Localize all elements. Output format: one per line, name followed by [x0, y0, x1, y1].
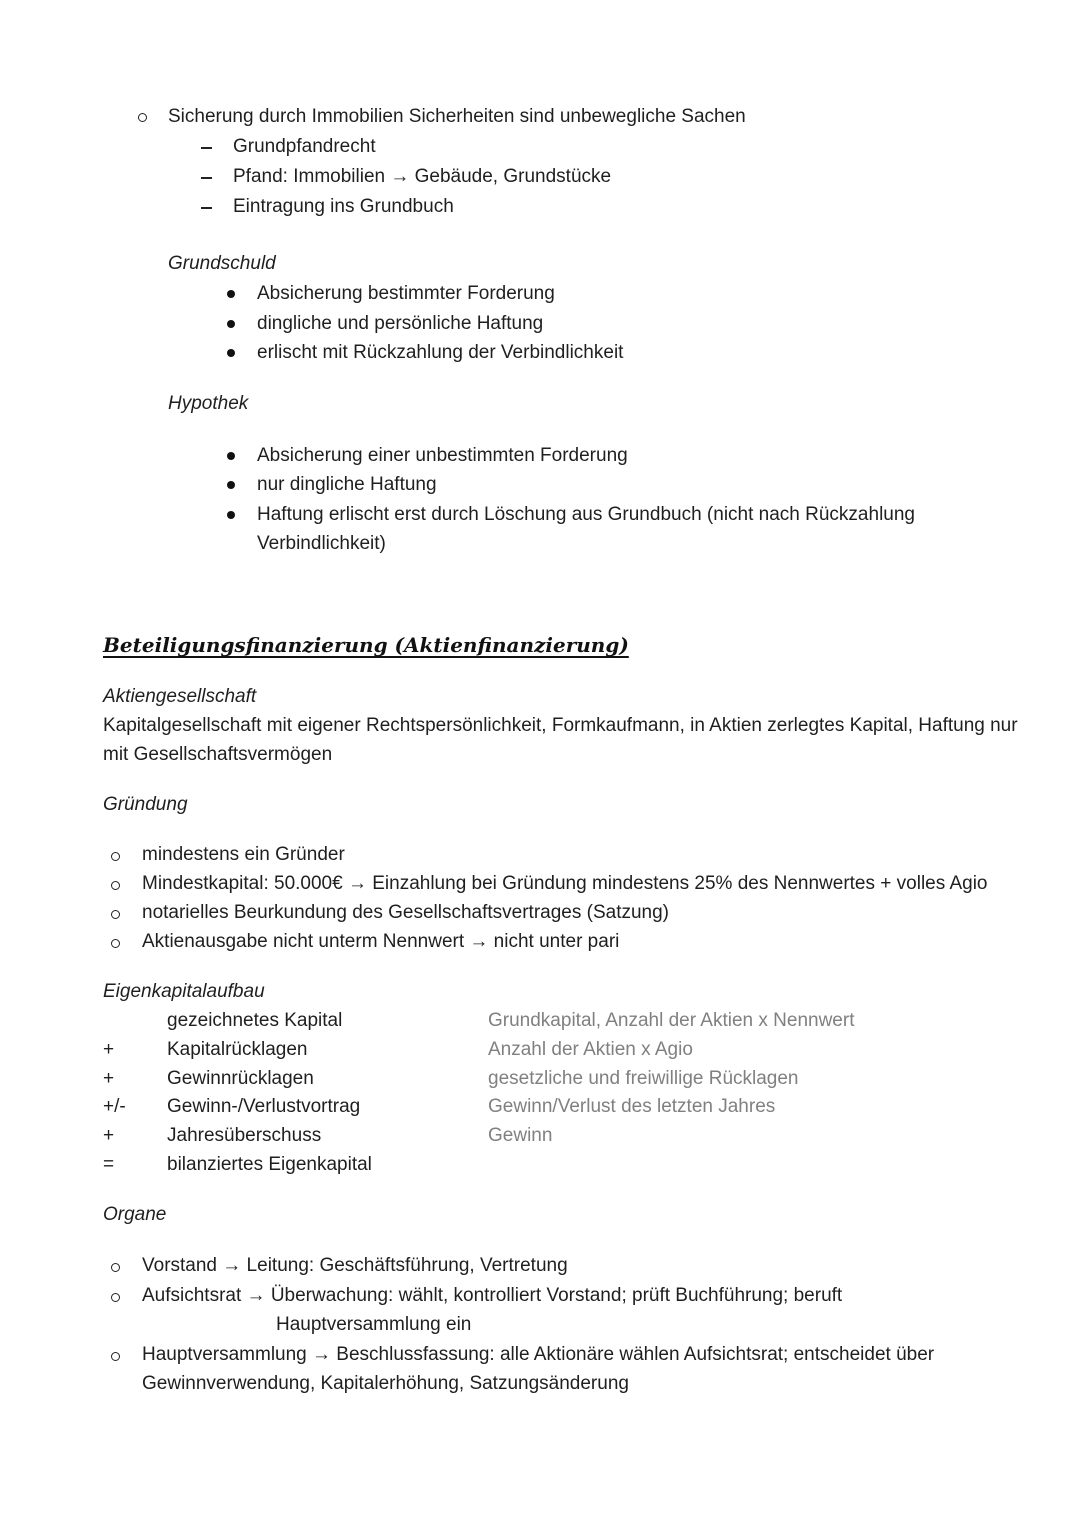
- circle-bullet-icon: [111, 1352, 120, 1361]
- dot-bullet-icon: [227, 452, 235, 460]
- sicherung-item: Grundpfandrecht: [233, 136, 376, 157]
- dot-bullet-icon: [227, 481, 235, 489]
- sicherung-item: Pfand: Immobilien → Gebäude, Grundstücke: [233, 166, 612, 187]
- circle-bullet-icon: [111, 1293, 120, 1302]
- ek-label: bilanziertes Eigenkapital: [167, 1154, 372, 1175]
- organe-item-continuation: Hauptversammlung ein: [276, 1314, 472, 1335]
- ek-op: =: [103, 1154, 115, 1175]
- dot-bullet-icon: [227, 320, 235, 328]
- organe-item: Aufsichtsrat → Überwachung: wählt, kontrolliert Vorstand; prüft Buchführung; beruft: [142, 1285, 843, 1306]
- organe-item: Hauptversammlung → Beschlussfassung: alle Aktionäre wählen Aufsichtsrat; entscheidet über: [142, 1344, 935, 1365]
- dash-bullet-icon: [201, 207, 212, 209]
- ek-op: +: [103, 1039, 115, 1060]
- grundschuld-item: dingliche und persönliche Haftung: [257, 313, 544, 334]
- ek-label: Gewinn-/Verlustvortrag: [167, 1096, 361, 1117]
- dot-bullet-icon: [227, 290, 235, 298]
- circle-bullet-icon: [111, 852, 120, 861]
- ek-op: +: [103, 1068, 115, 1089]
- ag-text-line: mit Gesellschaftsvermögen: [103, 744, 333, 765]
- ek-note: Gewinn/Verlust des letzten Jahres: [488, 1096, 776, 1117]
- circle-bullet-icon: [111, 910, 120, 919]
- ek-note: Gewinn: [488, 1125, 553, 1146]
- ek-note: Grundkapital, Anzahl der Aktien x Nennwert: [488, 1010, 855, 1031]
- ag-text-line: Kapitalgesellschaft mit eigener Rechtspersönlichkeit, Formkaufmann, in Aktien zerlegtes Kapital, Haftung nur: [103, 715, 1018, 736]
- organe-item: Vorstand → Leitung: Geschäftsführung, Vertretung: [142, 1255, 568, 1276]
- gruendung-item: mindestens ein Gründer: [142, 844, 345, 865]
- hypothek-item-continuation: Verbindlichkeit): [257, 533, 386, 554]
- circle-bullet-icon: [111, 881, 120, 890]
- dot-bullet-icon: [227, 511, 235, 519]
- circle-bullet-icon: [111, 939, 120, 948]
- grundschuld-item: Absicherung bestimmter Forderung: [257, 283, 555, 304]
- gruendung-item: Aktienausgabe nicht unterm Nennwert → nicht unter pari: [142, 931, 620, 952]
- sicherung-item: Eintragung ins Grundbuch: [233, 196, 454, 217]
- grundschuld-title: Grundschuld: [168, 253, 276, 274]
- ek-label: Kapitalrücklagen: [167, 1039, 308, 1060]
- dash-bullet-icon: [201, 147, 212, 149]
- gruendung-item: notarielles Beurkundung des Gesellschaftsvertrages (Satzung): [142, 902, 670, 923]
- sicherung-intro: Sicherung durch Immobilien Sicherheiten sind unbewegliche Sachen: [168, 106, 746, 127]
- hypothek-item: nur dingliche Haftung: [257, 474, 437, 495]
- hypothek-title: Hypothek: [168, 393, 249, 414]
- circle-bullet-icon: [138, 113, 147, 122]
- organe-title: Organe: [103, 1204, 167, 1225]
- gruendung-title: Gründung: [103, 794, 188, 815]
- dot-bullet-icon: [227, 349, 235, 357]
- dash-bullet-icon: [201, 177, 212, 179]
- ek-label: Jahresüberschuss: [167, 1125, 322, 1146]
- ek-op: +/-: [103, 1096, 126, 1117]
- grundschuld-item: erlischt mit Rückzahlung der Verbindlichkeit: [257, 342, 624, 363]
- eigenkapital-title: Eigenkapitalaufbau: [103, 981, 265, 1002]
- gruendung-item: Mindestkapital: 50.000€ → Einzahlung bei Gründung mindestens 25% des Nennwertes + volles Agio: [142, 873, 988, 894]
- hypothek-item: Absicherung einer unbestimmten Forderung: [257, 445, 628, 466]
- organe-item-continuation: Gewinnverwendung, Kapitalerhöhung, Satzungsänderung: [142, 1373, 629, 1394]
- ek-note: gesetzliche und freiwillige Rücklagen: [488, 1068, 799, 1089]
- ek-op: +: [103, 1125, 115, 1146]
- ek-note: Anzahl der Aktien x Agio: [488, 1039, 693, 1060]
- circle-bullet-icon: [111, 1263, 120, 1272]
- ek-label: Gewinnrücklagen: [167, 1068, 314, 1089]
- hypothek-item: Haftung erlischt erst durch Löschung aus Grundbuch (nicht nach Rückzahlung: [257, 504, 915, 525]
- ag-title: Aktiengesellschaft: [103, 686, 257, 707]
- section-heading: Beteiligungsfinanzierung (Aktienfinanzierung): [103, 633, 629, 657]
- ek-label: gezeichnetes Kapital: [167, 1010, 343, 1031]
